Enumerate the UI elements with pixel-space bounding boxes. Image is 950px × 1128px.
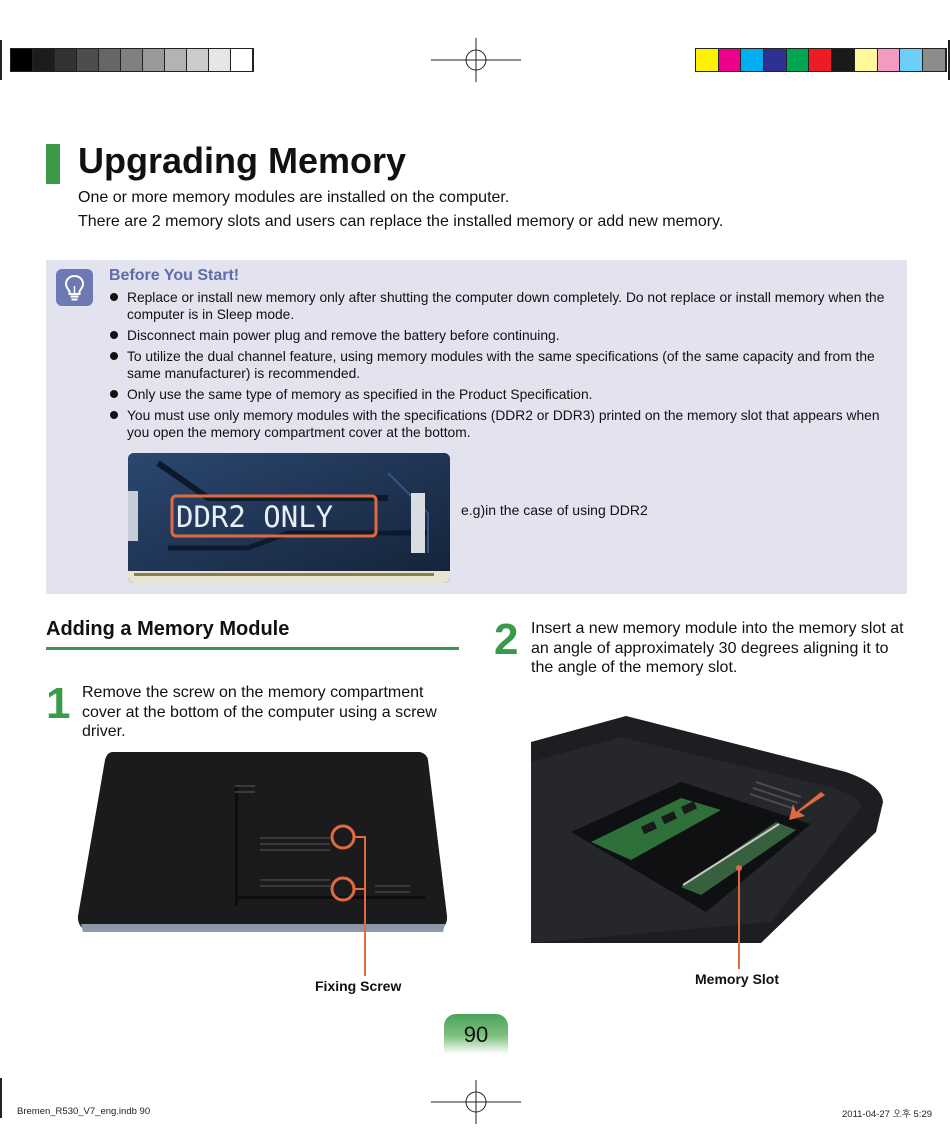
callout-leader-line [738, 943, 740, 969]
lightbulb-icon [56, 269, 93, 306]
color-swatch [855, 49, 878, 71]
footer-timestamp: 2011-04-27 오후 5:29 [842, 1109, 933, 1120]
color-swatch [787, 49, 810, 71]
color-calibration-bar [695, 48, 947, 72]
color-swatch [923, 49, 946, 71]
callout-leader-line [364, 942, 366, 976]
before-you-start-title: Before You Start! [109, 267, 240, 284]
list-item: Only use the same type of memory as specified in the Product Specification. [108, 386, 898, 403]
list-item: To utilize the dual channel feature, using memory modules with the same specifications (of the same capacity and from the same manufacturer) is recommended. [108, 348, 898, 382]
callout-label: Memory Slot [695, 971, 780, 987]
gray-swatch [165, 49, 187, 71]
laptop-bottom-photo [75, 746, 450, 942]
page-number: 90 [463, 1022, 489, 1047]
step-number: 1 [46, 679, 71, 728]
title-accent-bar [46, 144, 60, 184]
crop-mark [0, 40, 2, 80]
list-item: You must use only memory modules with the specifications (DDR2 or DDR3) printed on the memory slot that appears when you open the memory compartment cover at the bottom. [108, 407, 898, 441]
color-swatch [764, 49, 787, 71]
color-swatch [832, 49, 855, 71]
gray-swatch [231, 49, 253, 71]
gray-swatch [33, 49, 55, 71]
step-text: Remove the screw on the memory compartment cover at the bottom of the computer using a screw driver. [82, 684, 437, 740]
gray-swatch [209, 49, 231, 71]
color-swatch [878, 49, 901, 71]
gray-swatch [11, 49, 33, 71]
gray-swatch [187, 49, 209, 71]
board-image-label: DDR2 ONLY [176, 500, 334, 534]
before-you-start-list [108, 289, 898, 445]
crop-mark [0, 1078, 2, 1118]
gray-swatch [121, 49, 143, 71]
board-caption: e.g)in the case of using DDR2 [461, 502, 648, 518]
page-title: Upgrading Memory [78, 140, 407, 181]
registration-crosshair-icon [431, 1080, 521, 1124]
gray-swatch [55, 49, 77, 71]
color-swatch [809, 49, 832, 71]
step-text: Insert a new memory module into the memory slot at an angle of approximately 30 degrees aligning it to the angle of the memory slot. [531, 620, 904, 676]
memory-insertion-photo [531, 712, 887, 943]
gray-swatch [77, 49, 99, 71]
gray-swatch [99, 49, 121, 71]
intro-line: One or more memory modules are installed on the computer. [78, 189, 510, 206]
list-item: Disconnect main power plug and remove the battery before continuing. [108, 327, 898, 344]
registration-crosshair-icon [431, 38, 521, 82]
color-swatch [741, 49, 764, 71]
memory-slot-board-photo [128, 453, 450, 583]
step-number: 2 [494, 615, 519, 664]
grayscale-calibration-bar [10, 48, 254, 72]
color-swatch [696, 49, 719, 71]
color-swatch [719, 49, 742, 71]
color-swatch [900, 49, 923, 71]
footer-file-info: Bremen_R530_V7_eng.indb 90 [17, 1106, 151, 1117]
list-item: Replace or install new memory only after shutting the computer down completely. Do not replace or install memory when the computer is in Sleep mode. [108, 289, 898, 323]
section-divider [46, 647, 459, 650]
intro-line: There are 2 memory slots and users can replace the installed memory or add new memory. [78, 213, 724, 230]
callout-label: Fixing Screw [315, 978, 402, 994]
gray-swatch [143, 49, 165, 71]
section-heading: Adding a Memory Module [46, 618, 290, 640]
